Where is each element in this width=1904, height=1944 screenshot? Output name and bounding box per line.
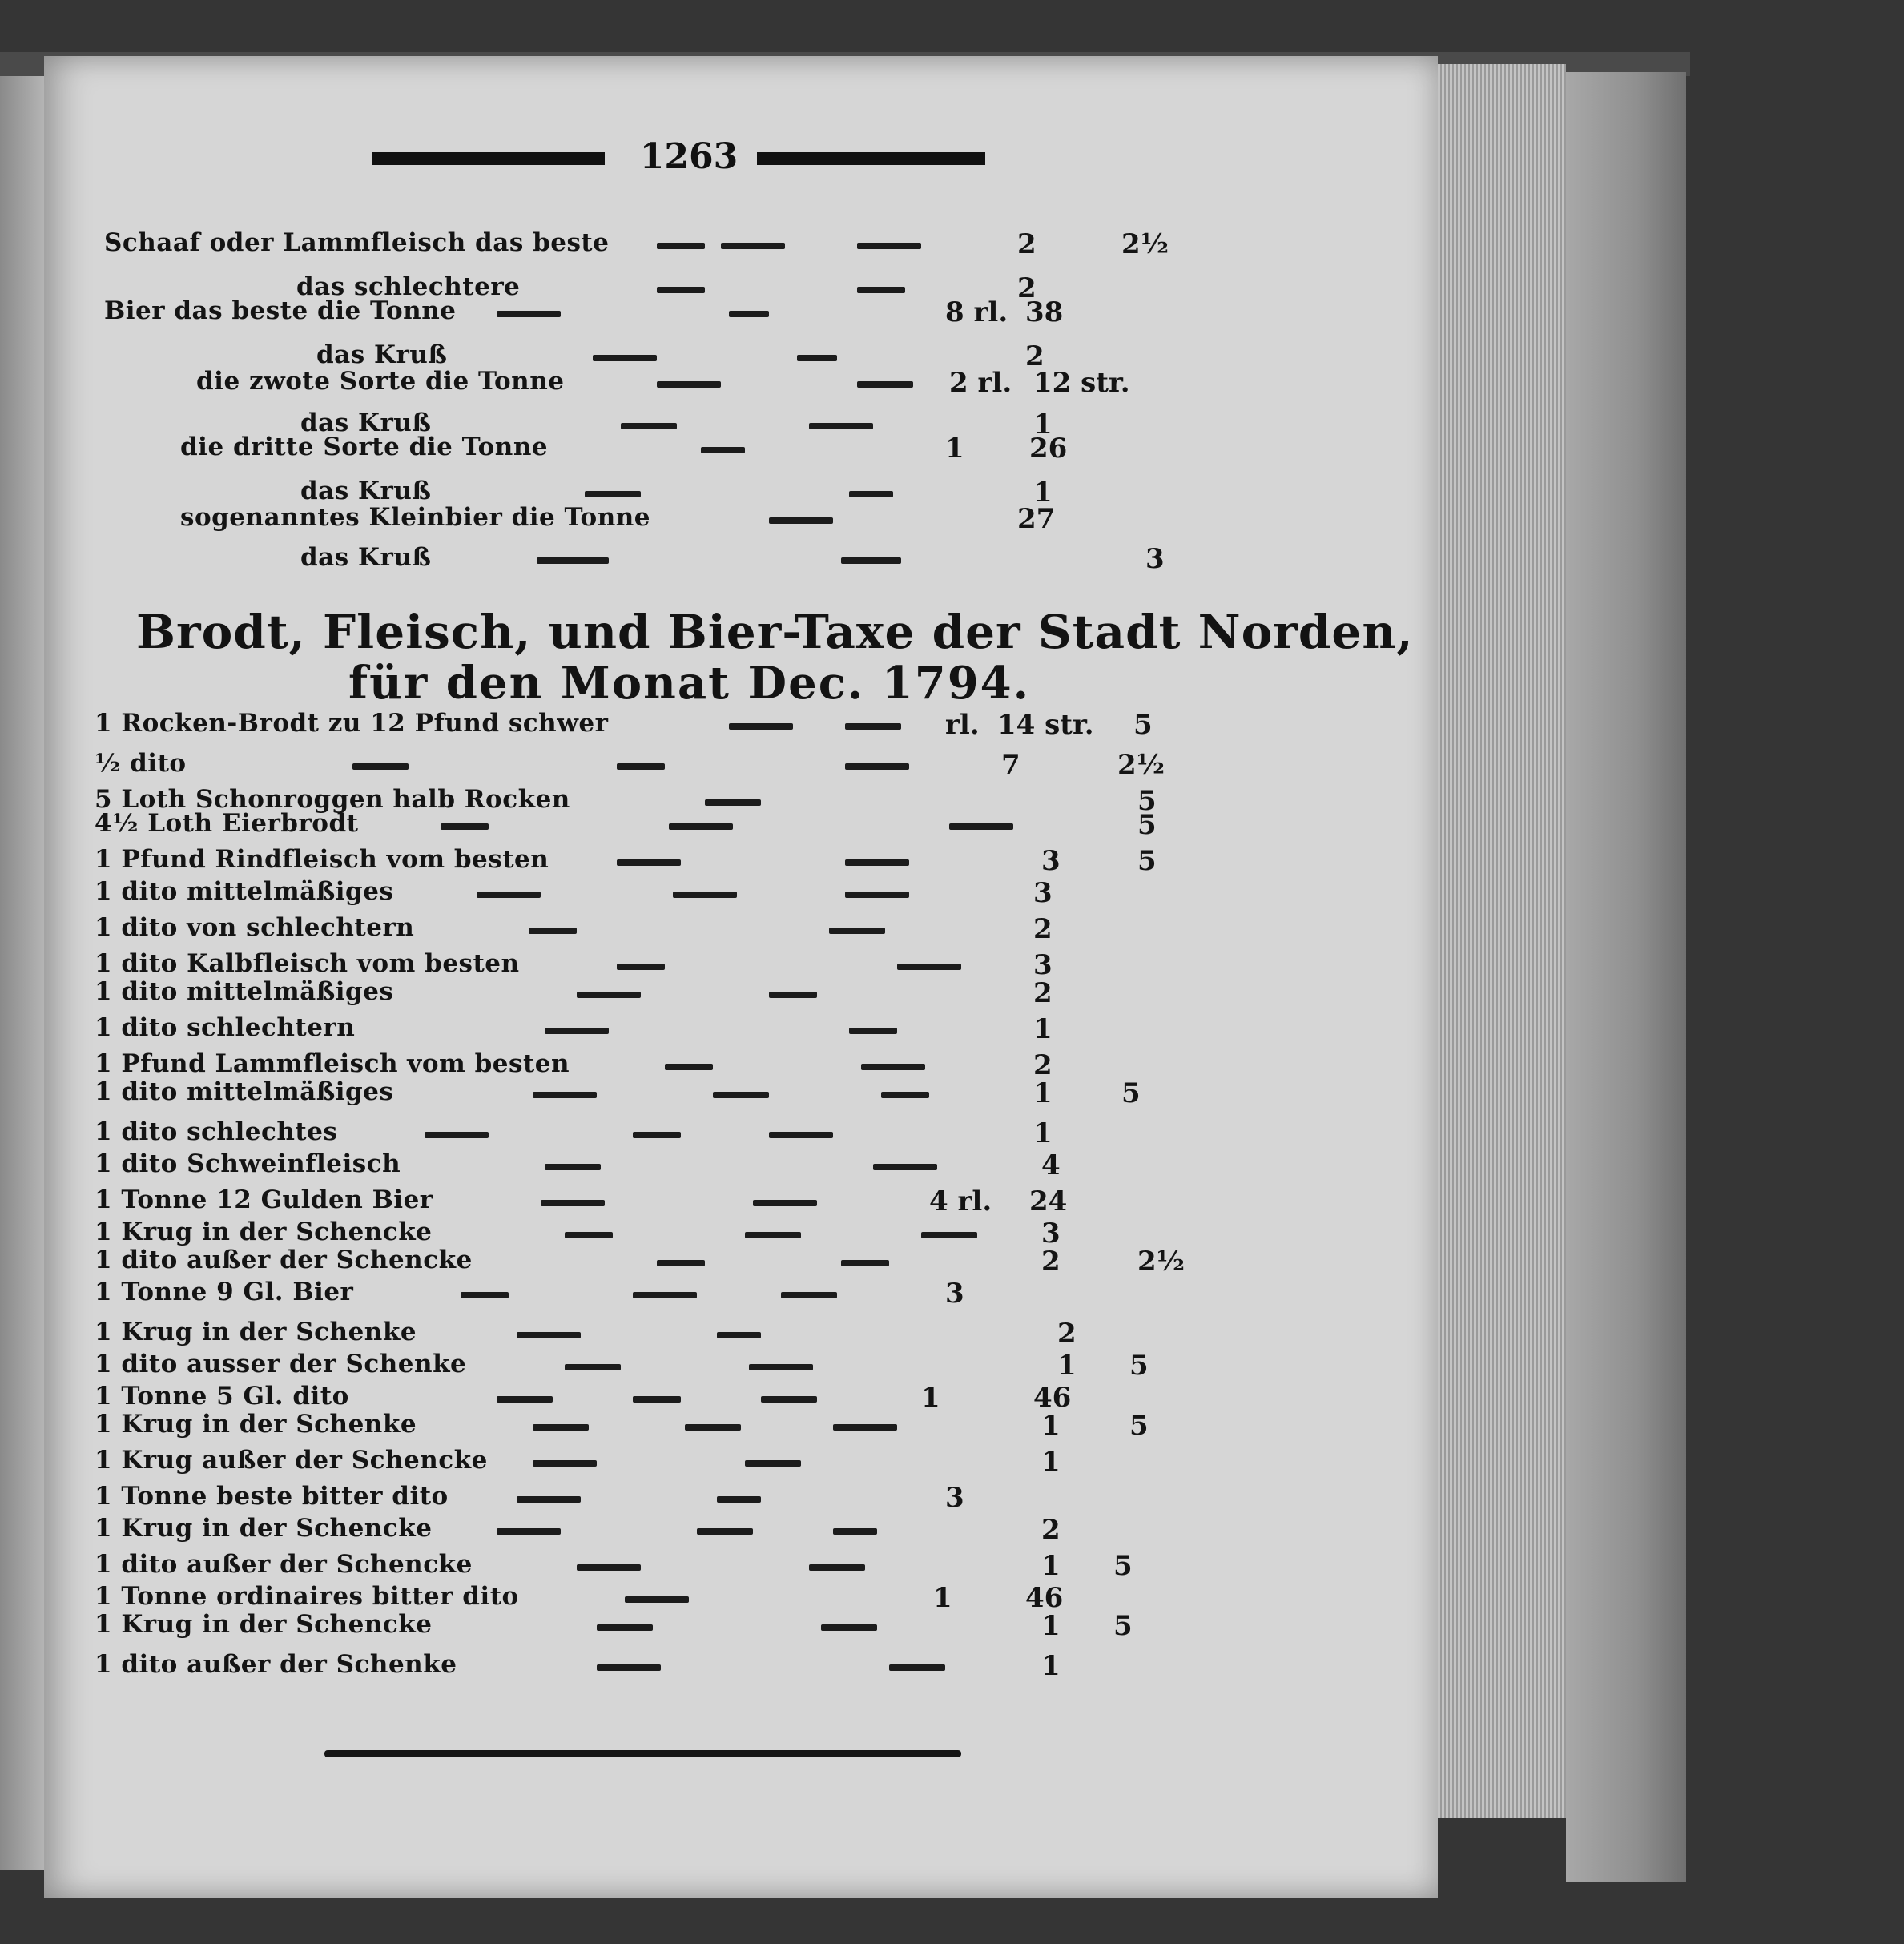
leader-dash	[949, 823, 1013, 830]
leader-dash	[809, 423, 873, 429]
main-table-row	[0, 809, 1362, 844]
leader-dash	[545, 1164, 601, 1170]
leader-dash	[352, 763, 409, 770]
row-label: 1 dito schlechtes	[95, 1117, 338, 1146]
row-label: das Kruß	[300, 409, 432, 437]
leader-dash	[829, 928, 885, 934]
leader-dash	[849, 1028, 897, 1034]
leader-dash	[841, 557, 901, 564]
leader-dash	[761, 1396, 817, 1403]
row-label: 5 Loth Schonroggen halb Rocken	[95, 785, 570, 814]
leader-dash	[821, 1624, 877, 1631]
leader-dash	[705, 799, 761, 806]
row-label: Schaaf oder Lammfleisch das beste	[104, 228, 610, 257]
leader-dash	[685, 1424, 741, 1431]
row-label: 1 Krug außer der Schencke	[95, 1446, 488, 1475]
price-value: 4 rl.	[929, 1185, 992, 1218]
row-label: 1 Krug in der Schencke	[95, 1610, 433, 1639]
row-label: 1 Tonne 12 Gulden Bier	[95, 1185, 433, 1214]
leader-dash	[841, 1260, 889, 1266]
leader-dash	[533, 1424, 589, 1431]
header-rule-left	[372, 152, 605, 165]
price-value: 5	[1121, 1077, 1141, 1109]
main-table-row	[0, 1246, 1362, 1281]
leader-dash	[497, 1528, 561, 1535]
leader-dash	[597, 1664, 661, 1671]
price-value: 1	[1057, 1350, 1077, 1382]
row-label: 1 Rocken-Brodt zu 12 Pfund schwer	[95, 709, 609, 738]
leader-dash	[845, 763, 909, 770]
price-value: 1	[1033, 477, 1053, 509]
leader-dash	[729, 311, 769, 317]
leader-dash	[845, 859, 909, 866]
price-value: 3	[1033, 949, 1053, 981]
row-label: die dritte Sorte die Tonne	[180, 433, 549, 461]
main-table-row	[0, 1514, 1362, 1549]
leader-dash	[769, 992, 817, 998]
leader-dash	[845, 723, 901, 730]
page-header	[372, 136, 989, 176]
price-value: 5	[1137, 845, 1157, 877]
leader-dash	[565, 1232, 613, 1238]
main-table-row	[0, 845, 1362, 880]
leader-dash	[721, 243, 785, 249]
row-label: 1 dito ausser der Schenke	[95, 1350, 467, 1379]
bottom-rule	[324, 1750, 961, 1757]
leader-dash	[729, 723, 793, 730]
price-value: 5	[1113, 1610, 1133, 1642]
leader-dash	[517, 1332, 581, 1338]
price-value: 2	[1025, 340, 1045, 372]
row-label: 1 dito mittelmäßiges	[95, 977, 394, 1006]
price-value: 2	[1041, 1514, 1061, 1546]
leader-dash	[769, 517, 833, 524]
main-table-row	[0, 1149, 1362, 1185]
price-value: 1	[933, 1582, 952, 1614]
main-table-row	[0, 1117, 1362, 1153]
price-value: 2	[1033, 913, 1053, 945]
price-value: 1	[1041, 1410, 1061, 1442]
price-value: 1	[945, 433, 964, 465]
price-value: 2	[1041, 1246, 1061, 1278]
leader-dash	[657, 381, 721, 388]
leader-dash	[833, 1424, 897, 1431]
main-table-row	[0, 1482, 1362, 1517]
leader-dash	[749, 1364, 813, 1370]
leader-dash	[441, 823, 489, 830]
leader-dash	[857, 381, 913, 388]
price-value: 3	[1041, 1218, 1061, 1250]
leader-dash	[669, 823, 733, 830]
leader-dash	[833, 1528, 877, 1535]
leader-dash	[477, 892, 541, 898]
price-value: 2½	[1117, 749, 1165, 781]
price-value: 46	[1025, 1582, 1064, 1614]
top-table-row	[0, 296, 1362, 332]
leader-dash	[897, 964, 961, 970]
price-value: 3	[945, 1278, 964, 1310]
price-value: 5	[1129, 1350, 1149, 1382]
price-value: 1	[1033, 1013, 1053, 1045]
price-value: 5	[1137, 785, 1157, 817]
leader-dash	[665, 1064, 713, 1070]
row-label: 1 Krug in der Schenke	[95, 1410, 417, 1439]
price-value: 8 rl.	[945, 296, 1008, 328]
price-value: 1	[1041, 1446, 1061, 1478]
row-label: 1 dito mittelmäßiges	[95, 1077, 394, 1106]
leader-dash	[545, 1028, 609, 1034]
leader-dash	[537, 557, 609, 564]
leader-dash	[697, 1528, 753, 1535]
price-value: 46	[1033, 1382, 1072, 1414]
page-edges	[1438, 64, 1566, 1818]
main-table-row	[0, 1077, 1362, 1113]
leader-dash	[889, 1664, 945, 1671]
row-label: 1 Krug in der Schenke	[95, 1318, 417, 1346]
leader-dash	[753, 1200, 817, 1206]
main-table-row	[0, 1350, 1362, 1385]
price-value: 2	[1017, 228, 1037, 260]
row-label: das schlechtere	[296, 272, 521, 301]
row-label: 1 dito außer der Schencke	[95, 1550, 473, 1579]
leader-dash	[529, 928, 577, 934]
price-value: 5	[1129, 1410, 1149, 1442]
leader-dash	[713, 1092, 769, 1098]
leader-dash	[565, 1364, 621, 1370]
price-value: 24	[1029, 1185, 1068, 1218]
leader-dash	[701, 447, 745, 453]
row-label: 1 Krug in der Schencke	[95, 1218, 433, 1246]
leader-dash	[769, 1132, 833, 1138]
row-label: 1 dito Schweinfleisch	[95, 1149, 401, 1178]
main-table-row	[0, 1650, 1362, 1685]
row-label: 1 dito Kalbfleisch vom besten	[95, 949, 520, 978]
main-table-row	[0, 913, 1362, 948]
leader-dash	[497, 1396, 553, 1403]
price-value: 2	[1033, 977, 1053, 1009]
main-table-row	[0, 977, 1362, 1012]
leader-dash	[809, 1564, 865, 1571]
row-label: 1 Tonne 5 Gl. dito	[95, 1382, 349, 1411]
row-label: 1 dito von schlechtern	[95, 913, 415, 942]
row-label: 1 dito außer der Schenke	[95, 1650, 457, 1679]
header-rule-right	[757, 152, 985, 165]
price-value: 1	[1033, 1117, 1053, 1149]
price-value: rl.	[945, 709, 980, 741]
leader-dash	[717, 1332, 761, 1338]
main-table-row	[0, 749, 1362, 784]
price-value: 3	[1033, 877, 1053, 909]
leader-dash	[633, 1396, 681, 1403]
leader-dash	[617, 964, 665, 970]
row-label: 1 Tonne beste bitter dito	[95, 1482, 449, 1511]
row-label: 1 Tonne ordinaires bitter dito	[95, 1582, 519, 1611]
leader-dash	[633, 1292, 697, 1298]
price-value: 5	[1137, 809, 1157, 841]
leader-dash	[497, 311, 561, 317]
leader-dash	[425, 1132, 489, 1138]
leader-dash	[717, 1496, 761, 1503]
price-value: 3	[945, 1482, 964, 1514]
price-value: 5	[1113, 1550, 1133, 1582]
leader-dash	[657, 287, 705, 293]
price-value: 1	[1041, 1610, 1061, 1642]
leader-dash	[633, 1132, 681, 1138]
leader-dash	[657, 243, 705, 249]
leader-dash	[745, 1460, 801, 1467]
leader-dash	[873, 1164, 937, 1170]
row-label: das Kruß	[300, 543, 432, 572]
price-value: 7	[1001, 749, 1020, 781]
leader-dash	[597, 1624, 653, 1631]
main-table-row	[0, 1278, 1362, 1313]
price-value: 2 rl.	[949, 367, 1012, 399]
leader-dash	[845, 892, 909, 898]
leader-dash	[857, 287, 905, 293]
top-table-row	[0, 367, 1362, 402]
price-value: 2½	[1121, 228, 1169, 260]
leader-dash	[577, 1564, 641, 1571]
leader-dash	[861, 1064, 925, 1070]
price-value: 1	[1033, 1077, 1053, 1109]
main-table-row	[0, 1318, 1362, 1353]
leader-dash	[621, 423, 677, 429]
main-table-row	[0, 877, 1362, 912]
price-value: 4	[1041, 1149, 1061, 1181]
leader-dash	[797, 355, 837, 361]
top-table-row	[0, 228, 1362, 264]
row-label: 1 Krug in der Schencke	[95, 1514, 433, 1543]
row-label: 1 dito schlechtern	[95, 1013, 356, 1042]
leader-dash	[533, 1092, 597, 1098]
price-value: 1	[1041, 1650, 1061, 1682]
leader-dash	[541, 1200, 605, 1206]
top-table-row	[0, 503, 1362, 538]
price-value: 3	[1145, 543, 1165, 575]
price-value: 1	[1041, 1550, 1061, 1582]
main-table-row	[0, 1446, 1362, 1481]
price-value: 1	[921, 1382, 940, 1414]
price-value: 12 str.	[1033, 367, 1130, 399]
row-label: das Kruß	[300, 477, 432, 505]
leader-dash	[617, 763, 665, 770]
leader-dash	[517, 1496, 581, 1503]
section-subtitle: für den Monat Dec. 1794.	[348, 657, 1031, 710]
price-value: 2	[1033, 1049, 1053, 1081]
row-label: 1 Pfund Lammfleisch vom besten	[95, 1049, 570, 1078]
price-value: 2	[1057, 1318, 1077, 1350]
price-value: 5	[1133, 709, 1153, 741]
price-value: 27	[1017, 503, 1056, 535]
row-label: sogenanntes Kleinbier die Tonne	[180, 503, 651, 532]
leader-dash	[849, 491, 893, 497]
leader-dash	[857, 243, 921, 249]
leader-dash	[673, 892, 737, 898]
leader-dash	[745, 1232, 801, 1238]
main-table-row	[0, 1550, 1362, 1585]
price-value: 3	[1041, 845, 1061, 877]
leader-dash	[577, 992, 641, 998]
row-label: 4½ Loth Eierbrodt	[95, 809, 359, 838]
page-number: 1263	[639, 136, 739, 177]
leader-dash	[533, 1460, 597, 1467]
price-value: 38	[1025, 296, 1064, 328]
leader-dash	[593, 355, 657, 361]
leader-dash	[881, 1092, 929, 1098]
price-value: 1	[1033, 409, 1053, 441]
row-label: Bier das beste die Tonne	[104, 296, 457, 325]
row-label: 1 dito außer der Schencke	[95, 1246, 473, 1274]
main-table-row	[0, 1185, 1362, 1221]
main-table-row	[0, 1610, 1362, 1645]
main-table-row	[0, 709, 1362, 744]
book-cover	[1566, 72, 1686, 1882]
leader-dash	[625, 1596, 689, 1603]
leader-dash	[617, 859, 681, 866]
leader-dash	[657, 1260, 705, 1266]
leader-dash	[921, 1232, 977, 1238]
row-label: 1 dito mittelmäßiges	[95, 877, 394, 906]
row-label: das Kruß	[316, 340, 448, 369]
leader-dash	[461, 1292, 509, 1298]
row-label: 1 Tonne 9 Gl. Bier	[95, 1278, 354, 1306]
section-title: Brodt, Fleisch, und Bier-Taxe der Stadt Norden,	[136, 605, 1414, 659]
main-table-row	[0, 1013, 1362, 1048]
price-value: 14 str.	[997, 709, 1094, 741]
top-table-row	[0, 433, 1362, 468]
price-value: 2½	[1137, 1246, 1185, 1278]
price-value: 26	[1029, 433, 1068, 465]
main-table-row	[0, 1410, 1362, 1445]
leader-dash	[781, 1292, 837, 1298]
price-value: 2	[1017, 272, 1037, 304]
top-table-row	[0, 543, 1362, 578]
row-label: ½ dito	[95, 749, 187, 778]
row-label: die zwote Sorte die Tonne	[196, 367, 565, 396]
row-label: 1 Pfund Rindfleisch vom besten	[95, 845, 549, 874]
leader-dash	[585, 491, 641, 497]
